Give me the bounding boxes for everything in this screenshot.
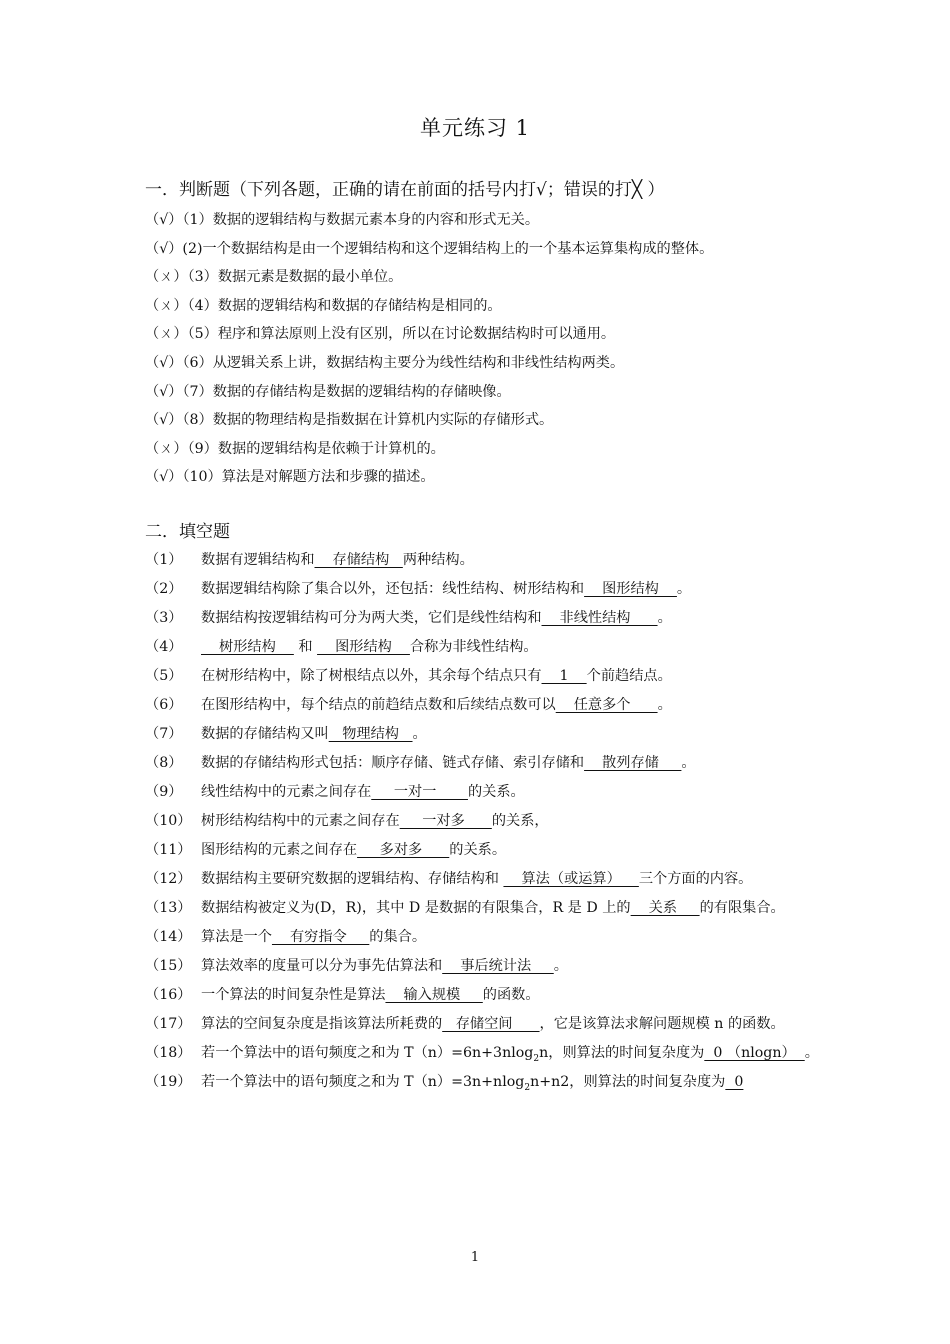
question-text: 。	[657, 610, 672, 626]
answer-blank: 树形结构	[201, 639, 294, 655]
question-text: n+n2，则算法的时间复杂度为	[530, 1074, 726, 1090]
question-text: 。	[676, 581, 692, 597]
fill-item	[145, 1010, 825, 1039]
tf-item: （√）（1）数据的逻辑结构与数据元素本身的内容和形式无关。	[145, 212, 540, 228]
question-text: 的关系。	[467, 784, 525, 800]
fill-item	[145, 952, 825, 981]
item-text	[201, 604, 825, 633]
question-text: 数据的存储结构又叫	[201, 726, 329, 742]
tf-item: （ㄨ）（4）数据的逻辑结构和数据的存储结构是相同的。	[145, 297, 502, 314]
answer-blank: 存储空间	[442, 1016, 540, 1032]
question-text: 的关系，	[491, 813, 549, 829]
fill-item	[145, 1068, 825, 1097]
question-text: 。	[681, 755, 696, 771]
item-number: （16）	[145, 987, 192, 1003]
fill-item	[145, 836, 825, 865]
answer-blank: 物理结构	[328, 726, 413, 742]
question-text: 数据的存储结构形式包括：顺序存储、链式存储、索引存储和	[201, 755, 585, 771]
fill-item	[145, 807, 825, 836]
answer-blank: 散列存储	[584, 755, 682, 771]
tf-item: （√）（6）从逻辑关系上讲，数据结构主要分为线性结构和非线性结构两类。	[145, 354, 625, 371]
question-text: 若一个算法中的语句频度之和为 T（n）=3n+nlog	[201, 1074, 525, 1090]
tf-item: （ㄨ）（9）数据的逻辑结构是依赖于计算机的。	[145, 440, 445, 457]
question-text: 的关系。	[449, 842, 507, 858]
item-number: （6）	[145, 697, 183, 713]
answer-blank: 非线性结构	[541, 610, 658, 626]
item-text	[201, 691, 825, 720]
item-number: （11）	[145, 842, 192, 858]
question-text: 算法的空间复杂度是指该算法所耗费的	[201, 1016, 443, 1032]
item-number: （13）	[145, 900, 192, 916]
item-number: （5）	[145, 668, 183, 684]
question-text: 。	[804, 1045, 819, 1061]
question-text: 和	[293, 639, 318, 655]
item-number: （10）	[145, 813, 192, 829]
tf-item: （√）（10）算法是对解题方法和步骤的描述。	[145, 469, 435, 486]
fill-item	[145, 604, 825, 633]
item-number: （19）	[145, 1074, 192, 1090]
tf-item: （ㄨ）（3）数据元素是数据的最小单位。	[145, 269, 403, 286]
answer-blank: 关系	[630, 900, 700, 916]
section-heading-fill-blank: 二．填空题	[145, 522, 230, 542]
answer-blank: 事后统计法	[442, 958, 554, 974]
answer-blank: 输入规模	[385, 987, 483, 1003]
fill-blank-list	[145, 546, 825, 1097]
item-text	[201, 778, 825, 807]
item-text	[201, 836, 825, 865]
question-text: 数据有逻辑结构和	[201, 552, 315, 568]
answer-blank: 任意多个	[555, 697, 658, 713]
question-text: 的函数。	[482, 987, 540, 1003]
fill-item	[145, 1039, 825, 1068]
item-text	[201, 865, 825, 894]
page-title: 单元练习 1	[419, 116, 531, 140]
answer-blank: 算法（或运算）	[503, 871, 639, 887]
answer-blank: 0	[725, 1074, 744, 1090]
question-text: 。	[412, 726, 427, 742]
tf-item: （ㄨ）（5）程序和算法原则上没有区别，所以在讨论数据结构时可以通用。	[145, 326, 616, 343]
answer-blank: 多对多	[357, 842, 450, 858]
item-text	[201, 1039, 825, 1068]
answer-blank: 1	[541, 668, 587, 684]
answer-blank: 一对一	[371, 784, 468, 800]
fill-item	[145, 923, 825, 952]
subscript: 2	[533, 1053, 540, 1064]
item-number: （17）	[145, 1016, 192, 1032]
item-number: （4）	[145, 639, 183, 655]
question-text: 的有限集合。	[699, 900, 785, 916]
fill-item	[145, 749, 825, 778]
item-number: （2）	[145, 581, 183, 597]
item-number: （9）	[145, 784, 183, 800]
question-text: n，则算法的时间复杂度为	[539, 1045, 705, 1061]
item-text	[201, 952, 825, 981]
question-text: 个前趋结点。	[586, 668, 672, 684]
question-text: 。	[657, 697, 672, 713]
answer-blank: 有穷指令	[271, 929, 370, 945]
answer-blank: 一对多	[399, 813, 492, 829]
item-number: （3）	[145, 610, 183, 626]
item-text	[201, 807, 825, 836]
question-text: 合称为非线性结构。	[409, 639, 538, 655]
question-text: ，它是该算法求解问题规模 n 的函数。	[539, 1016, 785, 1032]
item-text	[201, 749, 825, 778]
item-number: （14）	[145, 929, 192, 945]
fill-item	[145, 691, 825, 720]
item-number: （7）	[145, 726, 183, 742]
item-text	[201, 894, 825, 923]
tf-item: （√）（7）数据的存储结构是数据的逻辑结构的存储映像。	[145, 383, 511, 400]
tf-item: （√）(2)一个数据结构是由一个逻辑结构和这个逻辑结构上的一个基本运算集构成的整体。	[145, 240, 714, 257]
fill-item	[145, 981, 825, 1010]
item-text	[201, 633, 825, 662]
question-text: 若一个算法中的语句频度之和为 T（n）=6n+3nlog	[201, 1045, 534, 1061]
question-text: 树形结构结构中的元素之间存在	[201, 813, 400, 829]
question-text: 在图形结构中，每个结点的前趋结点数和后续结点数可以	[201, 697, 556, 713]
item-text	[201, 575, 825, 604]
question-text: 一个算法的时间复杂性是算法	[201, 987, 386, 1003]
item-number: （8）	[145, 755, 183, 771]
tf-item: （√）（8）数据的物理结构是指数据在计算机内实际的存储形式。	[145, 412, 554, 429]
item-text	[201, 981, 825, 1010]
question-text: 算法是一个	[201, 929, 272, 945]
item-number: （15）	[145, 958, 192, 974]
item-text	[201, 1068, 825, 1097]
true-false-list	[145, 206, 825, 492]
question-text: 的集合。	[369, 929, 427, 945]
answer-blank: 图形结构	[584, 581, 677, 597]
fill-item	[145, 575, 825, 604]
section-heading-true-false: 一．判断题（下列各题，正确的请在前面的括号内打√；错误的打╳ ）	[145, 180, 665, 200]
page-number: 1	[470, 1250, 480, 1265]
question-text: 数据逻辑结构除了集合以外，还包括：线性结构、树形结构和	[201, 581, 585, 597]
answer-blank: 图形结构	[317, 639, 410, 655]
item-text	[201, 1010, 825, 1039]
fill-item	[145, 633, 825, 662]
item-number: （1）	[145, 552, 183, 568]
question-text: 图形结构的元素之间存在	[201, 842, 358, 858]
answer-blank: 0 （nlogn）	[704, 1045, 805, 1061]
question-text: 在树形结构中，除了树根结点以外，其余每个结点只有	[201, 668, 542, 684]
item-text	[201, 923, 825, 952]
fill-item	[145, 865, 825, 894]
fill-item	[145, 778, 825, 807]
question-text: 线性结构中的元素之间存在	[201, 784, 372, 800]
fill-item	[145, 894, 825, 923]
question-text: 数据结构被定义为(D，R)，其中 D 是数据的有限集合，R 是 D 上的	[201, 900, 631, 916]
question-text: 两种结构。	[402, 552, 474, 568]
item-text	[201, 546, 825, 575]
question-text: 算法效率的度量可以分为事先估算法和	[201, 958, 443, 974]
subscript: 2	[524, 1082, 531, 1093]
item-number: （12）	[145, 871, 192, 887]
fill-item	[145, 662, 825, 691]
item-text	[201, 720, 825, 749]
question-text: 。	[553, 958, 568, 974]
item-number: （18）	[145, 1045, 192, 1061]
question-text: 数据结构按逻辑结构可分为两大类，它们是线性结构和	[201, 610, 542, 626]
item-text	[201, 662, 825, 691]
answer-blank: 存储结构	[314, 552, 403, 568]
fill-item	[145, 546, 825, 575]
fill-item	[145, 720, 825, 749]
question-text: 数据结构主要研究数据的逻辑结构、存储结构和	[201, 871, 504, 887]
question-text: 三个方面的内容。	[638, 871, 753, 887]
